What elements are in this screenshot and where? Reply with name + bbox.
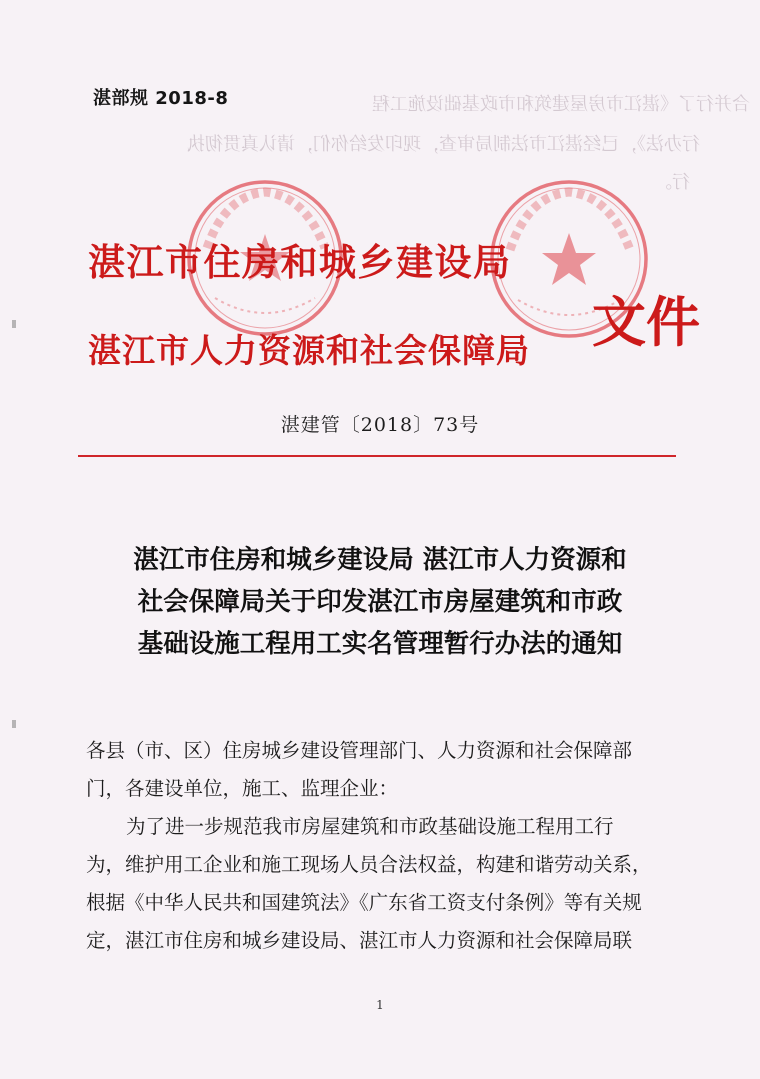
bleed-through-text: 行办法》，已经湛江市法制局审查，现印发给你们，请认真贯彻执 [187,134,700,155]
notice-body [86,732,686,960]
title-line: 社会保障局关于印发湛江市房屋建筑和市政 [137,587,623,617]
binding-hole-mark [12,320,16,328]
title-line: 基础设施工程用工实名管理暂行办法的通知 [137,629,623,659]
document-code: 湛部规 2018-8 [93,88,229,109]
body-line: 门，各建设单位，施工、监理企业： [86,777,399,800]
issuer-housing-bureau: 湛江市住房和城乡建设局 [88,240,512,284]
body-line: 各县（市、区）住房城乡建设管理部门、人力资源和社会保障部 [86,739,633,762]
page-number: 1 [376,998,384,1012]
bleed-through-text: 合并行了《湛江市房屋建筑和市政基础设施工程 [372,94,750,115]
notice-title [0,539,760,665]
title-line: 湛江市住房和城乡建设局 湛江市人力资源和 [133,545,627,575]
red-divider-line [78,455,676,457]
binding-hole-mark [12,720,16,728]
issuer-hr-bureau: 湛江市人力资源和社会保障局 [88,331,530,370]
body-line: 根据《中华人民共和国建筑法》《广东省工资支付条例》等有关规 [86,891,642,914]
document-number: 湛建管〔2018〕73号 [280,414,480,436]
body-line: 为，维护用工企业和施工现场人员合法权益，构建和谐劳动关系， [86,853,652,876]
bleed-through-text: 行。 [654,172,690,193]
body-line: 为了进一步规范我市房屋建筑和市政基础设施工程用工行 [126,815,614,838]
body-line: 定，湛江市住房和城乡建设局、湛江市人力资源和社会保障局联 [86,929,633,952]
document-type-label: 文件 [592,290,700,354]
